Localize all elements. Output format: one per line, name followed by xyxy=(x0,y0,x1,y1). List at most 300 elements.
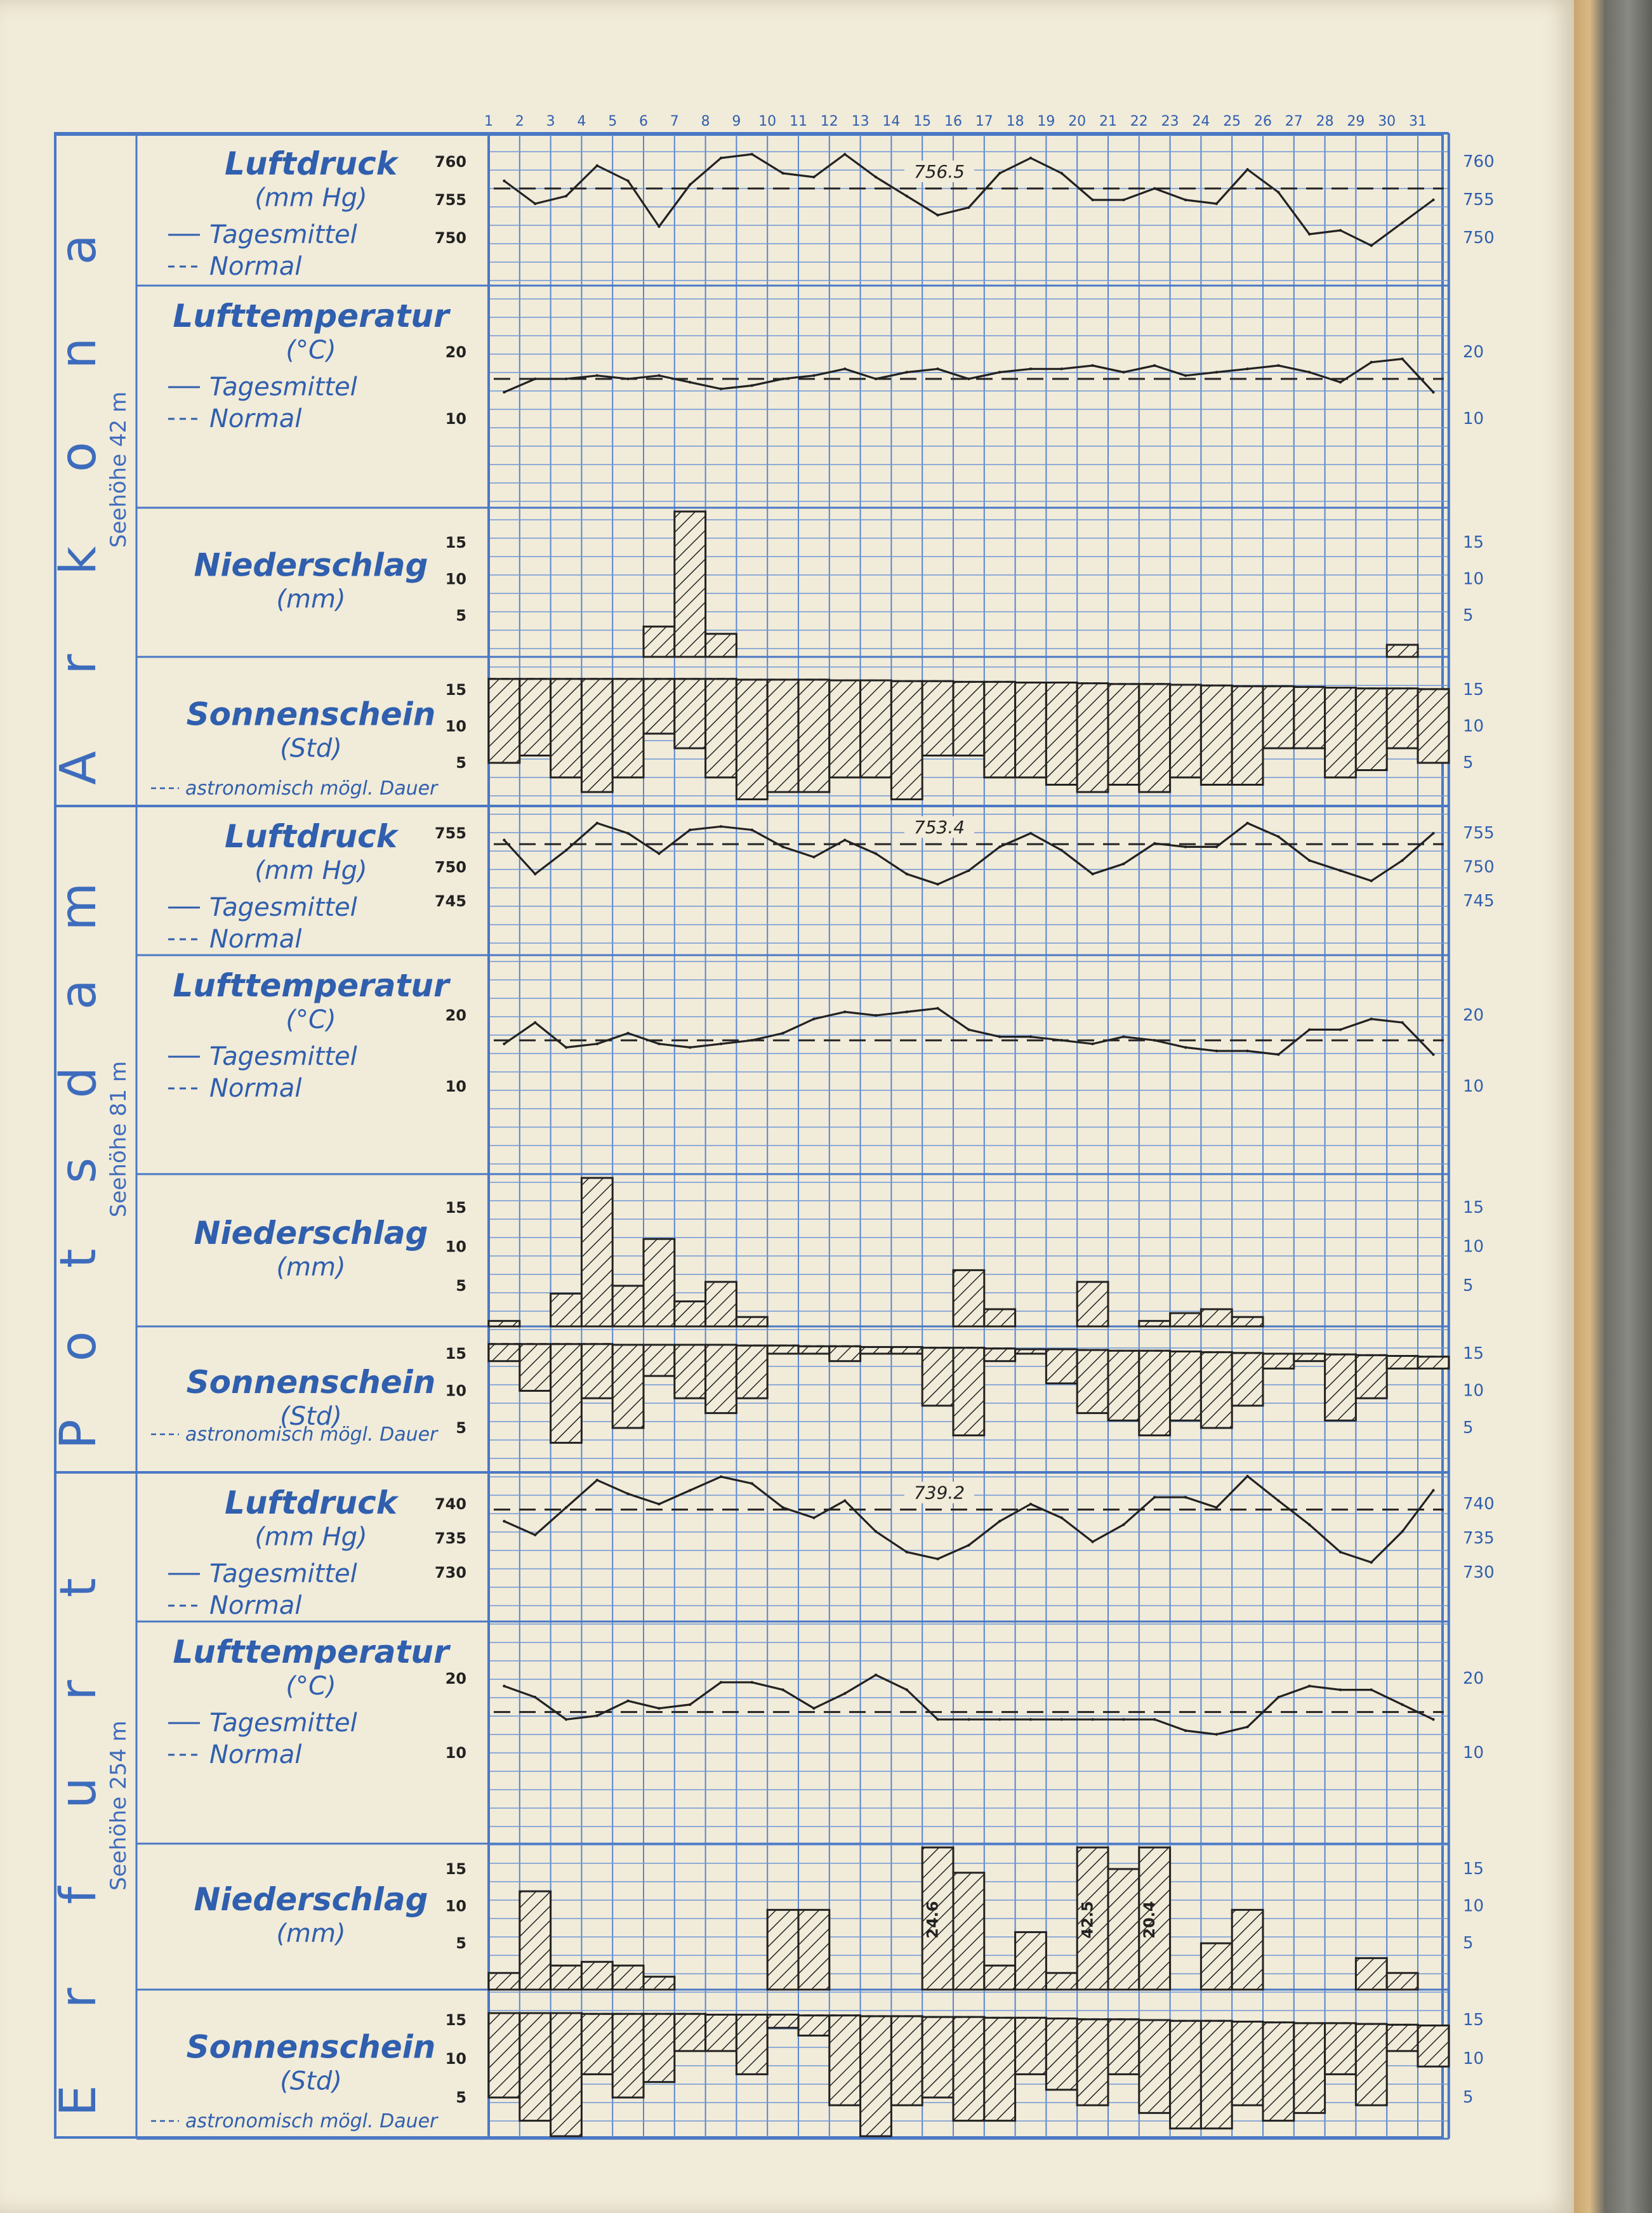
tick-left: 20 xyxy=(445,343,466,361)
precip-bar xyxy=(984,1309,1015,1326)
temperature-point xyxy=(1339,1688,1342,1691)
temperature-point xyxy=(689,1703,691,1706)
sunshine-bar xyxy=(1108,1351,1139,1420)
sunshine-bar xyxy=(861,2016,892,2136)
temperature-point xyxy=(1122,1718,1125,1721)
precip-unit: (mm) xyxy=(276,1253,346,1282)
sunshine-bar xyxy=(1108,2019,1139,2075)
pressure-point xyxy=(1184,199,1187,201)
pressure-point xyxy=(1370,244,1373,247)
pressure-point xyxy=(1184,1496,1187,1498)
precip-bar xyxy=(1046,1973,1077,1990)
sunshine-bar xyxy=(644,2014,675,2082)
day-number: 13 xyxy=(851,114,869,129)
station-letter: a xyxy=(50,234,107,265)
sunshine-bar xyxy=(767,1345,798,1354)
legend-normal-label: Normal xyxy=(209,404,302,433)
sunshine-bar xyxy=(1232,1353,1263,1406)
sunshine-bar xyxy=(922,681,953,755)
pressure-point xyxy=(998,1520,1001,1523)
temperature-point xyxy=(1184,1046,1187,1048)
temperature-point xyxy=(1401,1021,1403,1024)
precip-bar xyxy=(675,1302,706,1326)
pressure-point xyxy=(1339,869,1342,872)
sunshine-bar xyxy=(1170,685,1201,777)
pressure-unit: (mm Hg) xyxy=(254,183,367,213)
temperature-point xyxy=(1401,357,1403,360)
sunshine-bar xyxy=(829,2016,861,2106)
day-number: 4 xyxy=(577,114,586,129)
pressure-point xyxy=(967,206,970,209)
temperature-point xyxy=(596,374,598,377)
tick-left: 760 xyxy=(434,153,466,171)
sunshine-bar xyxy=(1232,686,1263,784)
pressure-point xyxy=(1339,229,1342,232)
sunshine-bar xyxy=(736,2014,767,2074)
precip-bar xyxy=(551,1965,582,1990)
pressure-point xyxy=(875,852,877,855)
sunshine-bar xyxy=(612,2014,644,2097)
sunshine-bar xyxy=(1263,1354,1294,1368)
station-letter: o xyxy=(50,442,107,472)
station-letter: t xyxy=(50,1578,107,1597)
sunshine-bar xyxy=(798,680,829,792)
tick-right: 10 xyxy=(1463,717,1484,736)
precip-bar xyxy=(644,1239,675,1326)
legend-mean-label: Tagesmittel xyxy=(209,1559,357,1589)
pressure-point xyxy=(689,183,691,186)
day-number: 6 xyxy=(639,114,648,129)
sunshine-bar xyxy=(861,680,892,777)
station-letter: s xyxy=(50,1157,107,1184)
pressure-point xyxy=(1401,1530,1403,1533)
pressure-point xyxy=(998,172,1001,175)
temperature-point xyxy=(657,374,660,377)
day-number: 14 xyxy=(882,114,901,129)
pressure-point xyxy=(1401,221,1403,224)
precip-bar xyxy=(581,1962,612,1990)
tick-left: 10 xyxy=(445,1897,466,1915)
pressure-point xyxy=(875,1530,877,1533)
normal-value-label: 739.2 xyxy=(913,1482,965,1503)
day-number: 22 xyxy=(1130,114,1148,129)
pressure-point xyxy=(1061,172,1063,175)
temperature-point xyxy=(843,367,846,370)
pressure-point xyxy=(751,828,753,831)
station-letter: t xyxy=(50,1248,107,1269)
tick-left: 10 xyxy=(445,1744,466,1762)
day-number: 16 xyxy=(944,114,962,129)
temperature-point xyxy=(689,1046,691,1048)
sunshine-bar xyxy=(1294,1354,1325,1361)
pressure-point xyxy=(534,1533,536,1536)
sunshine-bar xyxy=(675,2014,706,2051)
sunshine-title: Sonnenschein xyxy=(186,2028,436,2066)
sunshine-bar xyxy=(1294,2023,1325,2113)
tick-right: 15 xyxy=(1463,680,1484,699)
legend-mean-label: Tagesmittel xyxy=(209,1042,357,1071)
pressure-point xyxy=(565,1506,567,1509)
precip-bar xyxy=(1139,1321,1170,1326)
pressure-title: Luftdruck xyxy=(224,1484,398,1521)
precip-bar xyxy=(1232,1910,1263,1990)
sunshine-bar xyxy=(644,679,675,734)
sunshine-bar xyxy=(1201,1352,1232,1428)
pressure-unit: (mm Hg) xyxy=(254,856,367,885)
pressure-title: Luftdruck xyxy=(224,145,398,182)
legend-normal-label: Normal xyxy=(209,1591,302,1620)
pressure-point xyxy=(843,1499,846,1502)
legend-astro-label: astronomisch mögl. Dauer xyxy=(185,1424,438,1446)
legend-mean-label: Tagesmittel xyxy=(209,893,357,922)
temperature-point xyxy=(565,378,567,380)
day-number: 18 xyxy=(1006,114,1024,129)
day-number: 19 xyxy=(1037,114,1055,129)
precip-bar xyxy=(767,1910,798,1990)
sunshine-bar xyxy=(1356,689,1387,770)
pressure-point xyxy=(626,832,629,835)
tick-left: 730 xyxy=(434,1564,466,1582)
temperature-point xyxy=(503,391,505,393)
tick-right: 10 xyxy=(1463,1077,1484,1096)
sunshine-bar xyxy=(520,2013,551,2121)
pressure-title: Luftdruck xyxy=(224,818,398,855)
tick-left: 5 xyxy=(456,2089,466,2106)
precip-unit: (mm) xyxy=(276,585,346,614)
station-elevation: Seehöhe 254 m xyxy=(106,1721,131,1891)
temperature-point xyxy=(1308,1685,1311,1688)
sunshine-bar xyxy=(551,2013,582,2136)
temperature-point xyxy=(967,1028,970,1031)
tick-left: 750 xyxy=(434,858,466,876)
temperature-point xyxy=(1215,371,1218,373)
sunshine-bar xyxy=(489,679,520,763)
tick-left: 15 xyxy=(445,681,466,699)
precip-bar xyxy=(612,1286,644,1326)
station-letter: d xyxy=(50,1066,107,1099)
tick-right: 735 xyxy=(1463,1529,1495,1548)
tick-right: 15 xyxy=(1463,533,1484,552)
sunshine-bar xyxy=(1418,2026,1449,2067)
legend-normal-label: Normal xyxy=(209,1074,302,1103)
sunshine-bar xyxy=(551,1344,582,1443)
pressure-point xyxy=(1061,849,1063,852)
pressure-point xyxy=(1277,835,1279,838)
tick-right: 750 xyxy=(1463,857,1495,877)
station-letter: f xyxy=(50,1886,107,1905)
temperature-point xyxy=(1370,1688,1373,1691)
day-number: 2 xyxy=(515,114,524,129)
sunshine-bar xyxy=(489,1344,520,1361)
tick-right: 10 xyxy=(1463,2049,1484,2068)
pressure-point xyxy=(781,1506,784,1509)
pressure-point xyxy=(1246,1475,1248,1477)
precip-bar xyxy=(1015,1932,1047,1990)
pressure-point xyxy=(1091,199,1094,201)
temperature-point xyxy=(720,1043,722,1045)
pressure-point xyxy=(565,849,567,852)
temperature-point xyxy=(1432,1718,1434,1721)
precip-bar xyxy=(1170,1313,1201,1326)
day-number: 11 xyxy=(790,114,807,129)
precip-bar xyxy=(612,1965,644,1990)
tick-right: 5 xyxy=(1463,1418,1474,1437)
sunshine-bar xyxy=(675,1345,706,1398)
temperature-point xyxy=(1061,367,1063,370)
sunshine-bar xyxy=(953,1348,984,1436)
tick-right: 10 xyxy=(1463,1896,1484,1916)
temperature-point xyxy=(1246,1726,1248,1728)
temperature-point xyxy=(626,1032,629,1034)
day-number: 5 xyxy=(608,114,618,129)
tick-right: 755 xyxy=(1463,824,1495,843)
day-number: 12 xyxy=(820,114,838,129)
temperature-point xyxy=(626,1700,629,1702)
normal-value-label: 753.4 xyxy=(913,817,965,838)
sunshine-unit: (Std) xyxy=(280,1402,342,1431)
normal-value-label: 756.5 xyxy=(913,161,965,182)
legend-astro-label: astronomisch mögl. Dauer xyxy=(185,777,438,800)
tick-right: 10 xyxy=(1463,1743,1484,1762)
temperature-point xyxy=(503,1043,505,1045)
pressure-point xyxy=(906,873,908,875)
temperature-point xyxy=(1246,1050,1248,1052)
tick-left: 10 xyxy=(445,1382,466,1400)
pressure-point xyxy=(1153,1496,1156,1498)
pressure-point xyxy=(1370,1561,1373,1564)
pressure-point xyxy=(1370,880,1373,882)
sunshine-bar xyxy=(1263,686,1294,748)
day-number: 1 xyxy=(484,114,493,129)
sunshine-bar xyxy=(706,679,737,777)
precip-bar xyxy=(953,1270,984,1326)
pressure-point xyxy=(1091,1540,1094,1543)
tick-left: 740 xyxy=(434,1495,466,1513)
sunshine-bar xyxy=(798,1346,829,1354)
temperature-point xyxy=(1277,364,1279,367)
sunshine-title: Sonnenschein xyxy=(186,696,436,733)
sunshine-title: Sonnenschein xyxy=(186,1364,436,1401)
tick-right: 15 xyxy=(1463,2011,1484,2030)
day-number: 15 xyxy=(913,114,932,129)
sunshine-bar xyxy=(1201,685,1232,784)
temperature-point xyxy=(781,1032,784,1034)
precip-bar xyxy=(1201,1943,1232,1990)
tick-right: 15 xyxy=(1463,1198,1484,1217)
temperature-point xyxy=(657,1043,660,1045)
temperature-point xyxy=(1215,1050,1218,1052)
temperature-point xyxy=(1029,1035,1032,1038)
temperature-point xyxy=(1432,1053,1434,1055)
sunshine-bar xyxy=(1170,2021,1201,2129)
tick-left: 20 xyxy=(445,1007,466,1024)
sunshine-bar xyxy=(706,1345,737,1413)
sunshine-bar xyxy=(1356,1355,1387,1398)
sunshine-bar xyxy=(1325,1354,1356,1420)
sunshine-bar xyxy=(1387,1356,1418,1369)
temperature-point xyxy=(936,367,939,370)
sunshine-bar xyxy=(1325,2023,1356,2075)
pressure-point xyxy=(657,1503,660,1505)
sunshine-bar xyxy=(861,1347,892,1354)
sunshine-bar xyxy=(612,1345,644,1428)
precip-bar xyxy=(1232,1317,1263,1326)
precip-bar-label: 42.5 xyxy=(1078,1901,1097,1939)
precip-bar xyxy=(798,1910,829,1990)
sunshine-bar xyxy=(489,2013,520,2097)
temperature-point xyxy=(1370,1017,1373,1020)
temperature-point xyxy=(1370,361,1373,364)
legend-normal-label: Normal xyxy=(209,1740,302,1769)
station-letter: n xyxy=(50,337,107,369)
tick-left: 745 xyxy=(434,892,466,910)
tick-left: 735 xyxy=(434,1529,466,1547)
sunshine-bar xyxy=(798,2016,829,2036)
pressure-point xyxy=(689,1489,691,1491)
tick-left: 15 xyxy=(445,1860,466,1878)
station-letter: a xyxy=(50,979,107,1010)
tick-left: 5 xyxy=(456,754,466,772)
sunshine-bar xyxy=(1325,688,1356,777)
tick-right: 745 xyxy=(1463,892,1495,911)
tick-left: 755 xyxy=(434,191,466,209)
temperature-point xyxy=(1215,1733,1218,1736)
day-number: 23 xyxy=(1161,114,1179,129)
pressure-point xyxy=(534,873,536,875)
pressure-point xyxy=(1308,859,1311,862)
tick-right: 5 xyxy=(1463,1276,1474,1295)
pressure-point xyxy=(906,1550,908,1553)
precip-bar xyxy=(984,1965,1015,1990)
sunshine-bar xyxy=(891,681,922,799)
tick-left: 15 xyxy=(445,2011,466,2029)
pressure-point xyxy=(1432,832,1434,835)
tick-right: 5 xyxy=(1463,753,1474,772)
pressure-point xyxy=(781,845,784,848)
precip-title: Niederschlag xyxy=(194,1215,428,1252)
sunshine-unit: (Std) xyxy=(280,734,342,763)
temperature-point xyxy=(534,1696,536,1698)
pressure-point xyxy=(936,883,939,885)
day-number: 7 xyxy=(670,114,679,129)
pressure-point xyxy=(1308,1523,1311,1526)
precip-bar xyxy=(706,1282,737,1326)
legend-astro-label: astronomisch mögl. Dauer xyxy=(185,2110,438,2132)
tick-right: 740 xyxy=(1463,1495,1495,1514)
temperature-point xyxy=(657,1707,660,1710)
tick-right: 15 xyxy=(1463,1860,1484,1879)
station-letter: r xyxy=(50,1988,107,2009)
precip-bar xyxy=(1387,1973,1418,1990)
pressure-point xyxy=(1091,873,1094,875)
pressure-point xyxy=(1339,1550,1342,1553)
day-number: 28 xyxy=(1316,114,1334,129)
sunshine-bar xyxy=(1077,2019,1108,2105)
tick-right: 15 xyxy=(1463,1344,1484,1363)
pressure-point xyxy=(1246,822,1248,824)
precip-bar xyxy=(953,1873,984,1990)
day-number: 31 xyxy=(1409,114,1427,129)
sunshine-bar xyxy=(1139,684,1170,792)
temperature-point xyxy=(565,1046,567,1048)
temperature-point xyxy=(906,1688,908,1691)
pressure-point xyxy=(998,845,1001,848)
station-letter: r xyxy=(50,1680,107,1701)
sunshine-bar xyxy=(1387,2025,1418,2051)
station-letter: P xyxy=(50,1419,107,1450)
pressure-point xyxy=(657,852,660,855)
sunshine-bar xyxy=(551,679,582,777)
pressure-point xyxy=(936,1557,939,1560)
temperature-point xyxy=(812,1707,815,1710)
pressure-point xyxy=(626,1493,629,1495)
temperature-point xyxy=(534,1021,536,1024)
temperature-point xyxy=(967,1718,970,1721)
pressure-point xyxy=(812,855,815,858)
sunshine-bar xyxy=(829,1346,861,1361)
day-number: 26 xyxy=(1254,114,1272,129)
pressure-point xyxy=(812,1516,815,1519)
pressure-point xyxy=(596,1479,598,1481)
pressure-point xyxy=(751,1482,753,1484)
temperature-point xyxy=(689,381,691,383)
temperature-point xyxy=(843,1010,846,1013)
pressure-point xyxy=(967,869,970,872)
tick-left: 5 xyxy=(456,607,466,624)
pressure-point xyxy=(503,839,505,842)
temperature-point xyxy=(1061,1718,1063,1721)
temperature-point xyxy=(1153,1718,1156,1721)
tick-left: 15 xyxy=(445,534,466,552)
temperature-point xyxy=(812,374,815,377)
precip-bar xyxy=(736,1317,767,1326)
pressure-point xyxy=(843,153,846,155)
pressure-point xyxy=(626,180,629,182)
precip-bar-label: 24.6 xyxy=(923,1901,942,1939)
sunshine-bar xyxy=(1077,684,1108,792)
tick-left: 15 xyxy=(445,1345,466,1363)
temperature-point xyxy=(1308,371,1311,373)
temperature-title: Lufttemperatur xyxy=(173,298,449,334)
sunshine-bar xyxy=(1077,1350,1108,1413)
legend-mean-label: Tagesmittel xyxy=(209,1708,357,1738)
day-number: 21 xyxy=(1099,114,1117,129)
pressure-point xyxy=(720,1476,722,1478)
pressure-point xyxy=(1246,168,1248,171)
pressure-point xyxy=(1432,199,1434,201)
sunshine-bar xyxy=(1108,684,1139,785)
temperature-point xyxy=(1091,1043,1094,1045)
temperature-point xyxy=(1339,1028,1342,1031)
pressure-point xyxy=(1122,199,1125,201)
temperature-point xyxy=(1029,1718,1032,1721)
temperature-point xyxy=(1029,367,1032,370)
pressure-point xyxy=(1029,1503,1032,1505)
temperature-point xyxy=(720,388,722,390)
station-elevation: Seehöhe 81 m xyxy=(106,1060,131,1218)
tick-left: 10 xyxy=(445,1078,466,1095)
day-number: 29 xyxy=(1347,114,1365,129)
precip-bar-label: 20.4 xyxy=(1140,1901,1159,1939)
pressure-point xyxy=(1184,845,1187,848)
pressure-point xyxy=(1061,1516,1063,1519)
temperature-point xyxy=(751,1681,753,1684)
tick-left: 5 xyxy=(456,1419,466,1437)
pressure-point xyxy=(1432,1489,1434,1491)
pressure-point xyxy=(1122,862,1125,865)
pressure-point xyxy=(596,822,598,824)
day-number: 27 xyxy=(1285,114,1303,129)
